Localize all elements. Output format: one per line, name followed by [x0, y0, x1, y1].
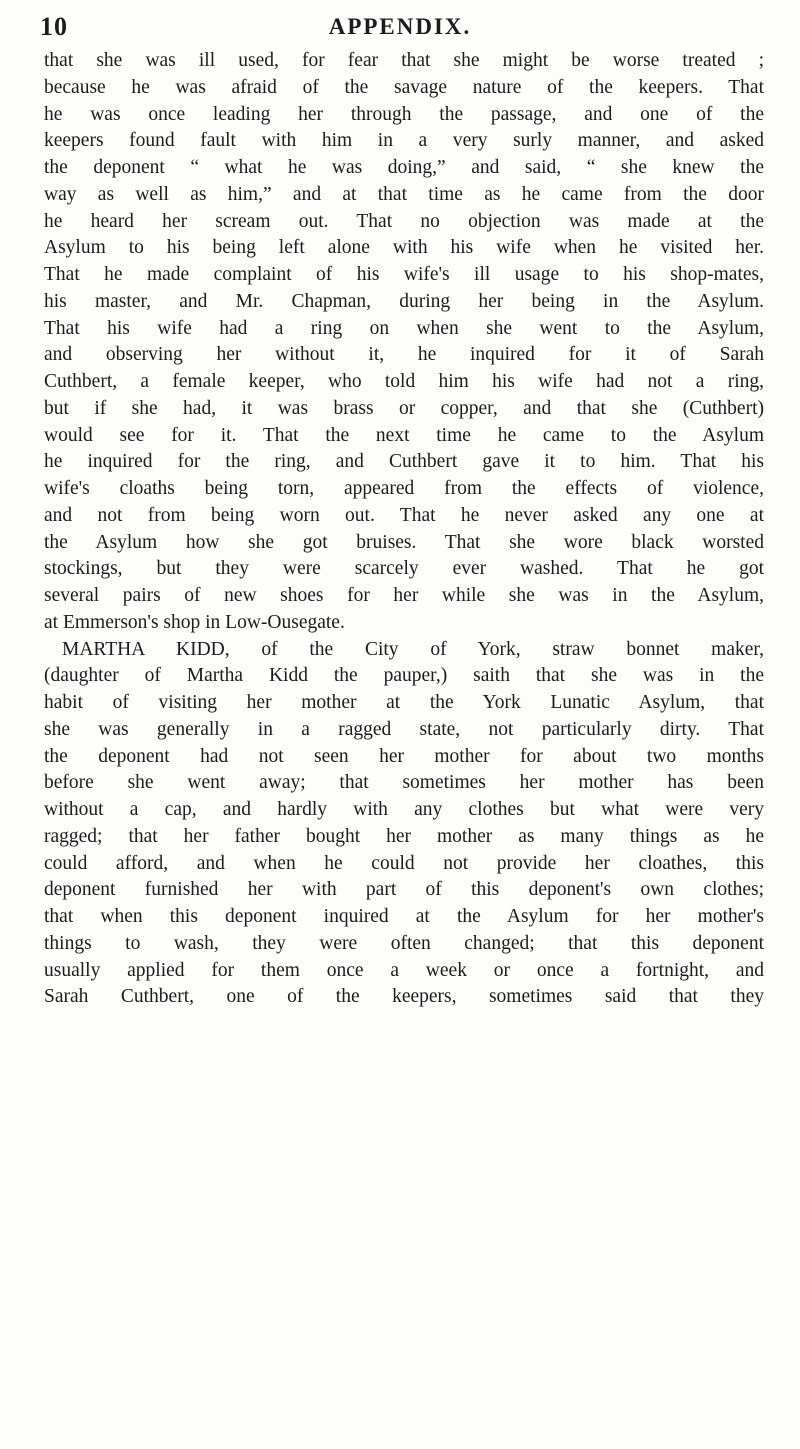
- text-line: he heard her scream out. That no objection was made at the: [44, 210, 764, 232]
- text-line: way as well as him,” and at that time as he came from the door: [44, 183, 764, 205]
- text-line: without a cap, and hardly with any clothes but what were very: [44, 799, 764, 820]
- text-line: he inquired for the ring, and Cuthbert gave it to him. That his: [44, 451, 764, 473]
- text-line: That he made complaint of his wife's ill usage to his shop-mates,: [44, 264, 764, 285]
- paragraph-start-line: MARTHA KIDD, of the City of York, straw bonnet maker,: [62, 638, 764, 660]
- text-line: deponent furnished her with part of this deponent's own clothes;: [44, 879, 764, 901]
- running-head: [40, 12, 760, 42]
- text-line: Sarah Cuthbert, one of the keepers, sometimes said that they: [44, 986, 764, 1008]
- text-line: he was once leading her through the passage, and one of the: [44, 103, 764, 125]
- text-line: stockings, but they were scarcely ever washed. That he got: [44, 558, 764, 580]
- text-line: keepers found fault with him in a very surly manner, and asked: [44, 130, 764, 152]
- paragraph-end-line: at Emmerson's shop in Low-Ousegate.: [44, 611, 345, 633]
- body-text: [44, 48, 764, 1011]
- text-line: that when this deponent inquired at the Asylum for her mother's: [44, 906, 764, 927]
- text-line: Asylum to his being left alone with his wife when he visited her.: [44, 237, 764, 259]
- running-title: APPENDIX.: [328, 14, 472, 39]
- text-line: the deponent “ what he was doing,” and said, “ she knew the: [44, 157, 764, 178]
- text-line: That his wife had a ring on when she went to the Asylum,: [44, 317, 764, 339]
- text-line: the Asylum how she got bruises. That she wore black worsted: [44, 531, 764, 553]
- text-line: before she went away; that sometimes her mother has been: [44, 772, 764, 794]
- text-line: usually applied for them once a week or once a fortnight, and: [44, 959, 764, 981]
- page-number: 10: [40, 12, 68, 41]
- text-line: would see for it. That the next time he came to the Asylum: [44, 424, 764, 446]
- text-line: but if she had, it was brass or copper, and that she (Cuthbert): [44, 397, 764, 419]
- text-line: his master, and Mr. Chapman, during her being in the Asylum.: [44, 290, 764, 312]
- text-line: things to wash, they were often changed; that this deponent: [44, 932, 764, 954]
- text-line: and observing her without it, he inquired for it of Sarah: [44, 344, 764, 366]
- text-line: Cuthbert, a female keeper, who told him his wife had not a ring,: [44, 371, 764, 392]
- text-line: and not from being worn out. That he never asked any one at: [44, 504, 764, 526]
- text-line: habit of visiting her mother at the York Lunatic Asylum, that: [44, 692, 764, 713]
- text-line: several pairs of new shoes for her while she was in the Asylum,: [44, 585, 764, 606]
- text-line: the deponent had not seen her mother for about two months: [44, 745, 764, 767]
- text-line: (daughter of Martha Kidd the pauper,) saith that she was in the: [44, 665, 764, 687]
- text-line: because he was afraid of the savage nature of the keepers. That: [44, 76, 764, 98]
- text-line: that she was ill used, for fear that she might be worse treated ;: [44, 50, 764, 71]
- text-line: could afford, and when he could not provide her cloathes, this: [44, 852, 764, 874]
- text-line: she was generally in a ragged state, not particularly dirty. That: [44, 718, 764, 740]
- text-line: wife's cloaths being torn, appeared from the effects of violence,: [44, 478, 764, 499]
- text-line: ragged; that her father bought her mother as many things as he: [44, 825, 764, 847]
